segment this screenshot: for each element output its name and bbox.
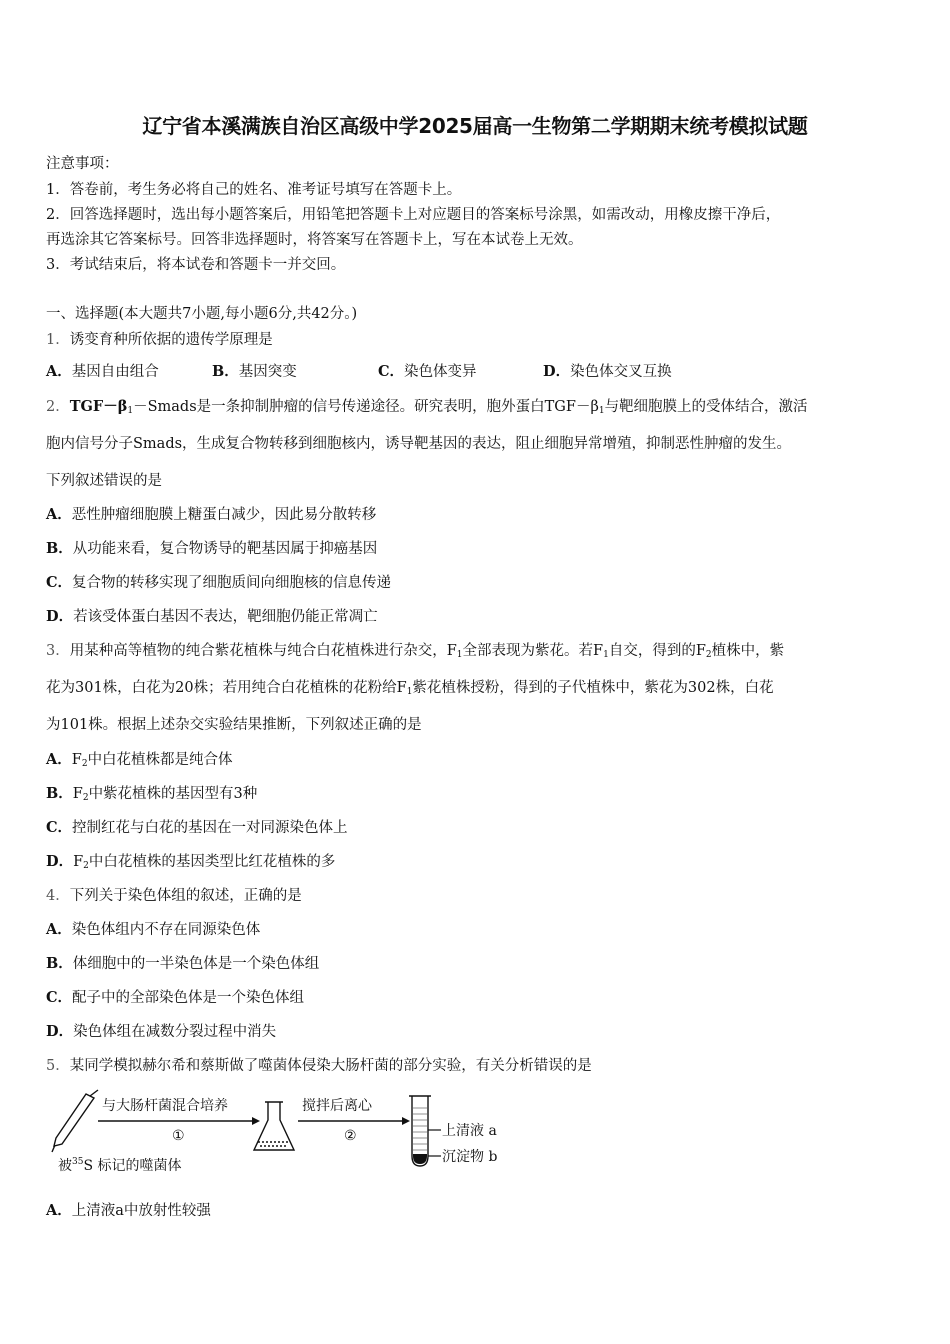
- question-number: 2．: [46, 399, 70, 415]
- notice-heading: 注意事项：: [46, 156, 119, 172]
- option-text: 染色体组在减数分裂过程中消失: [73, 1024, 277, 1040]
- option-label: C．: [46, 989, 73, 1006]
- test-tube-icon: [409, 1096, 441, 1166]
- option-text: 染色体变异: [404, 364, 477, 380]
- question-3-stem-line-3: 为101株。根据上述杂交实验结果推断，下列叙述正确的是: [46, 717, 422, 733]
- option-text: 基因自由组合: [71, 364, 159, 380]
- question-number: 3．: [46, 643, 70, 659]
- option-label: B．: [46, 955, 73, 972]
- option-label: C．: [378, 363, 405, 380]
- question-4-option-c[interactable]: [46, 986, 304, 1007]
- arrow-step-2: [298, 1117, 410, 1125]
- question-3-stem-line-2: 花为301株，白花为20株；若用纯合白花植株的花粉给$F_1$紫花植株授粉，得到的子代植株中，紫花为302株，白花: [46, 680, 774, 697]
- notice-item-1: 1．答卷前，考生务必将自己的姓名、准考证号填写在答题卡上。: [46, 182, 462, 198]
- option-label: D．: [543, 363, 571, 380]
- phage-experiment-diagram: [46, 1088, 526, 1180]
- question-1-option-b[interactable]: [212, 360, 297, 381]
- option-text: 基因突变: [238, 364, 297, 380]
- question-4-option-d[interactable]: [46, 1020, 276, 1041]
- question-text: 下列关于染色体组的叙述，正确的是: [69, 888, 302, 904]
- question-2-option-c[interactable]: [46, 571, 391, 592]
- step-1-label: 与大肠杆菌混合培养: [102, 1098, 228, 1114]
- question-4-option-b[interactable]: [46, 952, 319, 973]
- exam-title: 辽宁省本溪满族自治区高级中学2025届高一生物第二学期期末统考模拟试题: [142, 114, 808, 138]
- question-2-option-a[interactable]: [46, 503, 376, 524]
- question-3-option-b[interactable]: B．$F_2$中紫花植株的基因型有3种: [46, 785, 258, 803]
- question-3-option-d[interactable]: D．$F_2$中白花植株的基因类型比红花植株的多: [46, 853, 336, 871]
- supernatant-label: 上清液 a: [442, 1123, 497, 1139]
- question-2-stem-line-1: 2．$TGF-\beta_1-Smads$是一条抑制肿瘤的信号传递途径。研究表明，胞外蛋白$TGF-\beta_1$与靶细胞膜上的受体结合，激活: [46, 398, 808, 416]
- question-1-stem: [46, 328, 273, 349]
- option-text: 体细胞中的一半染色体是一个染色体组: [72, 956, 320, 972]
- question-3-option-c[interactable]: [46, 816, 348, 837]
- question-text: 某同学模拟赫尔希和蔡斯做了噬菌体侵染大肠杆菌的部分实验，有关分析错误的是: [69, 1058, 592, 1074]
- question-5-option-a[interactable]: [46, 1199, 211, 1220]
- question-1-option-d[interactable]: [543, 360, 672, 381]
- question-1-option-c[interactable]: [378, 360, 477, 381]
- option-label: A．: [46, 363, 72, 380]
- option-text: 控制红花与白花的基因在一对同源染色体上: [72, 820, 348, 836]
- option-text: 复合物的转移实现了细胞质间向细胞核的信息传递: [72, 575, 392, 591]
- question-3-stem-line-1: 3．用某种高等植物的纯合紫花植株与纯合白花植株进行杂交，$F_1$全部表现为紫花。若$F_1$自交，得到的$F_2$植株中，紫: [46, 643, 785, 660]
- question-4-stem: [46, 884, 302, 905]
- option-label: D．: [46, 853, 74, 870]
- option-label: A．: [46, 506, 72, 523]
- question-3-option-a[interactable]: A．$F_2$中白花植株都是纯合体: [46, 751, 233, 769]
- question-1-option-a[interactable]: [46, 360, 159, 381]
- option-label: D．: [46, 1023, 74, 1040]
- step-1-number: ①: [172, 1128, 185, 1144]
- option-text: 染色体交叉互换: [570, 364, 672, 380]
- option-text: 染色体组内不存在同源染色体: [71, 922, 261, 938]
- question-number: 5．: [46, 1058, 70, 1074]
- option-text: 中白花植株的基因类型比红花植株的多: [88, 854, 336, 870]
- option-label: B．: [46, 785, 73, 802]
- notice-item-3: 3．考试结束后，将本试卷和答题卡一并交回。: [46, 257, 346, 273]
- question-2-option-d[interactable]: [46, 605, 378, 626]
- question-number: 1．: [46, 332, 70, 348]
- question-number: 4．: [46, 888, 70, 904]
- option-text: 上清液a中放射性较强: [71, 1203, 211, 1219]
- option-label: A．: [46, 751, 72, 768]
- option-text: 中白花植株都是纯合体: [87, 752, 233, 768]
- question-2-option-b[interactable]: [46, 537, 377, 558]
- step-2-number: ②: [344, 1128, 357, 1144]
- option-text: 中紫花植株的基因型有3种: [88, 786, 258, 802]
- option-text: 恶性肿瘤细胞膜上糖蛋白减少，因此易分散转移: [71, 507, 377, 523]
- labeled-phage-caption: 被$^{35}$S 标记的噬菌体: [58, 1157, 182, 1174]
- option-label: A．: [46, 1202, 72, 1219]
- option-label: C．: [46, 574, 73, 591]
- flask-icon: [254, 1102, 294, 1150]
- question-2-stem-line-3: 下列叙述错误的是: [46, 473, 162, 489]
- notice-item-2-cont: 再选涂其它答案标号。回答非选择题时，将答案写在答题卡上，写在本试卷上无效。: [46, 232, 583, 248]
- precipitate-label: 沉淀物 b: [442, 1149, 498, 1165]
- option-label: C．: [46, 819, 73, 836]
- question-5-stem: [46, 1054, 592, 1075]
- option-text: 配子中的全部染色体是一个染色体组: [72, 990, 305, 1006]
- notice-item-2: 2．回答选择题时，选出每小题答案后，用铅笔把答题卡上对应题目的答案标号涂黑，如需改动，用橡皮擦干净后，: [46, 207, 781, 223]
- option-label: A．: [46, 921, 72, 938]
- question-4-option-a[interactable]: [46, 918, 260, 939]
- option-label: B．: [212, 363, 239, 380]
- step-2-label: 搅拌后离心: [302, 1098, 372, 1114]
- option-label: D．: [46, 608, 74, 625]
- arrow-step-1: [98, 1117, 260, 1125]
- question-text: 诱变育种所依据的遗传学原理是: [69, 332, 273, 348]
- section-heading: 一、选择题(本大题共7小题,每小题6分,共42分。): [46, 306, 358, 322]
- option-text: 从功能来看，复合物诱导的靶基因属于抑癌基因: [72, 541, 378, 557]
- option-label: B．: [46, 540, 73, 557]
- dropper-icon: [52, 1090, 98, 1152]
- option-text: 若该受体蛋白基因不表达，靶细胞仍能正常凋亡: [73, 609, 378, 625]
- question-2-stem-line-2: 胞内信号分子Smads，生成复合物转移到细胞核内，诱导靶基因的表达，阻止细胞异常增殖，抑制恶性肿瘤的发生。: [46, 436, 792, 452]
